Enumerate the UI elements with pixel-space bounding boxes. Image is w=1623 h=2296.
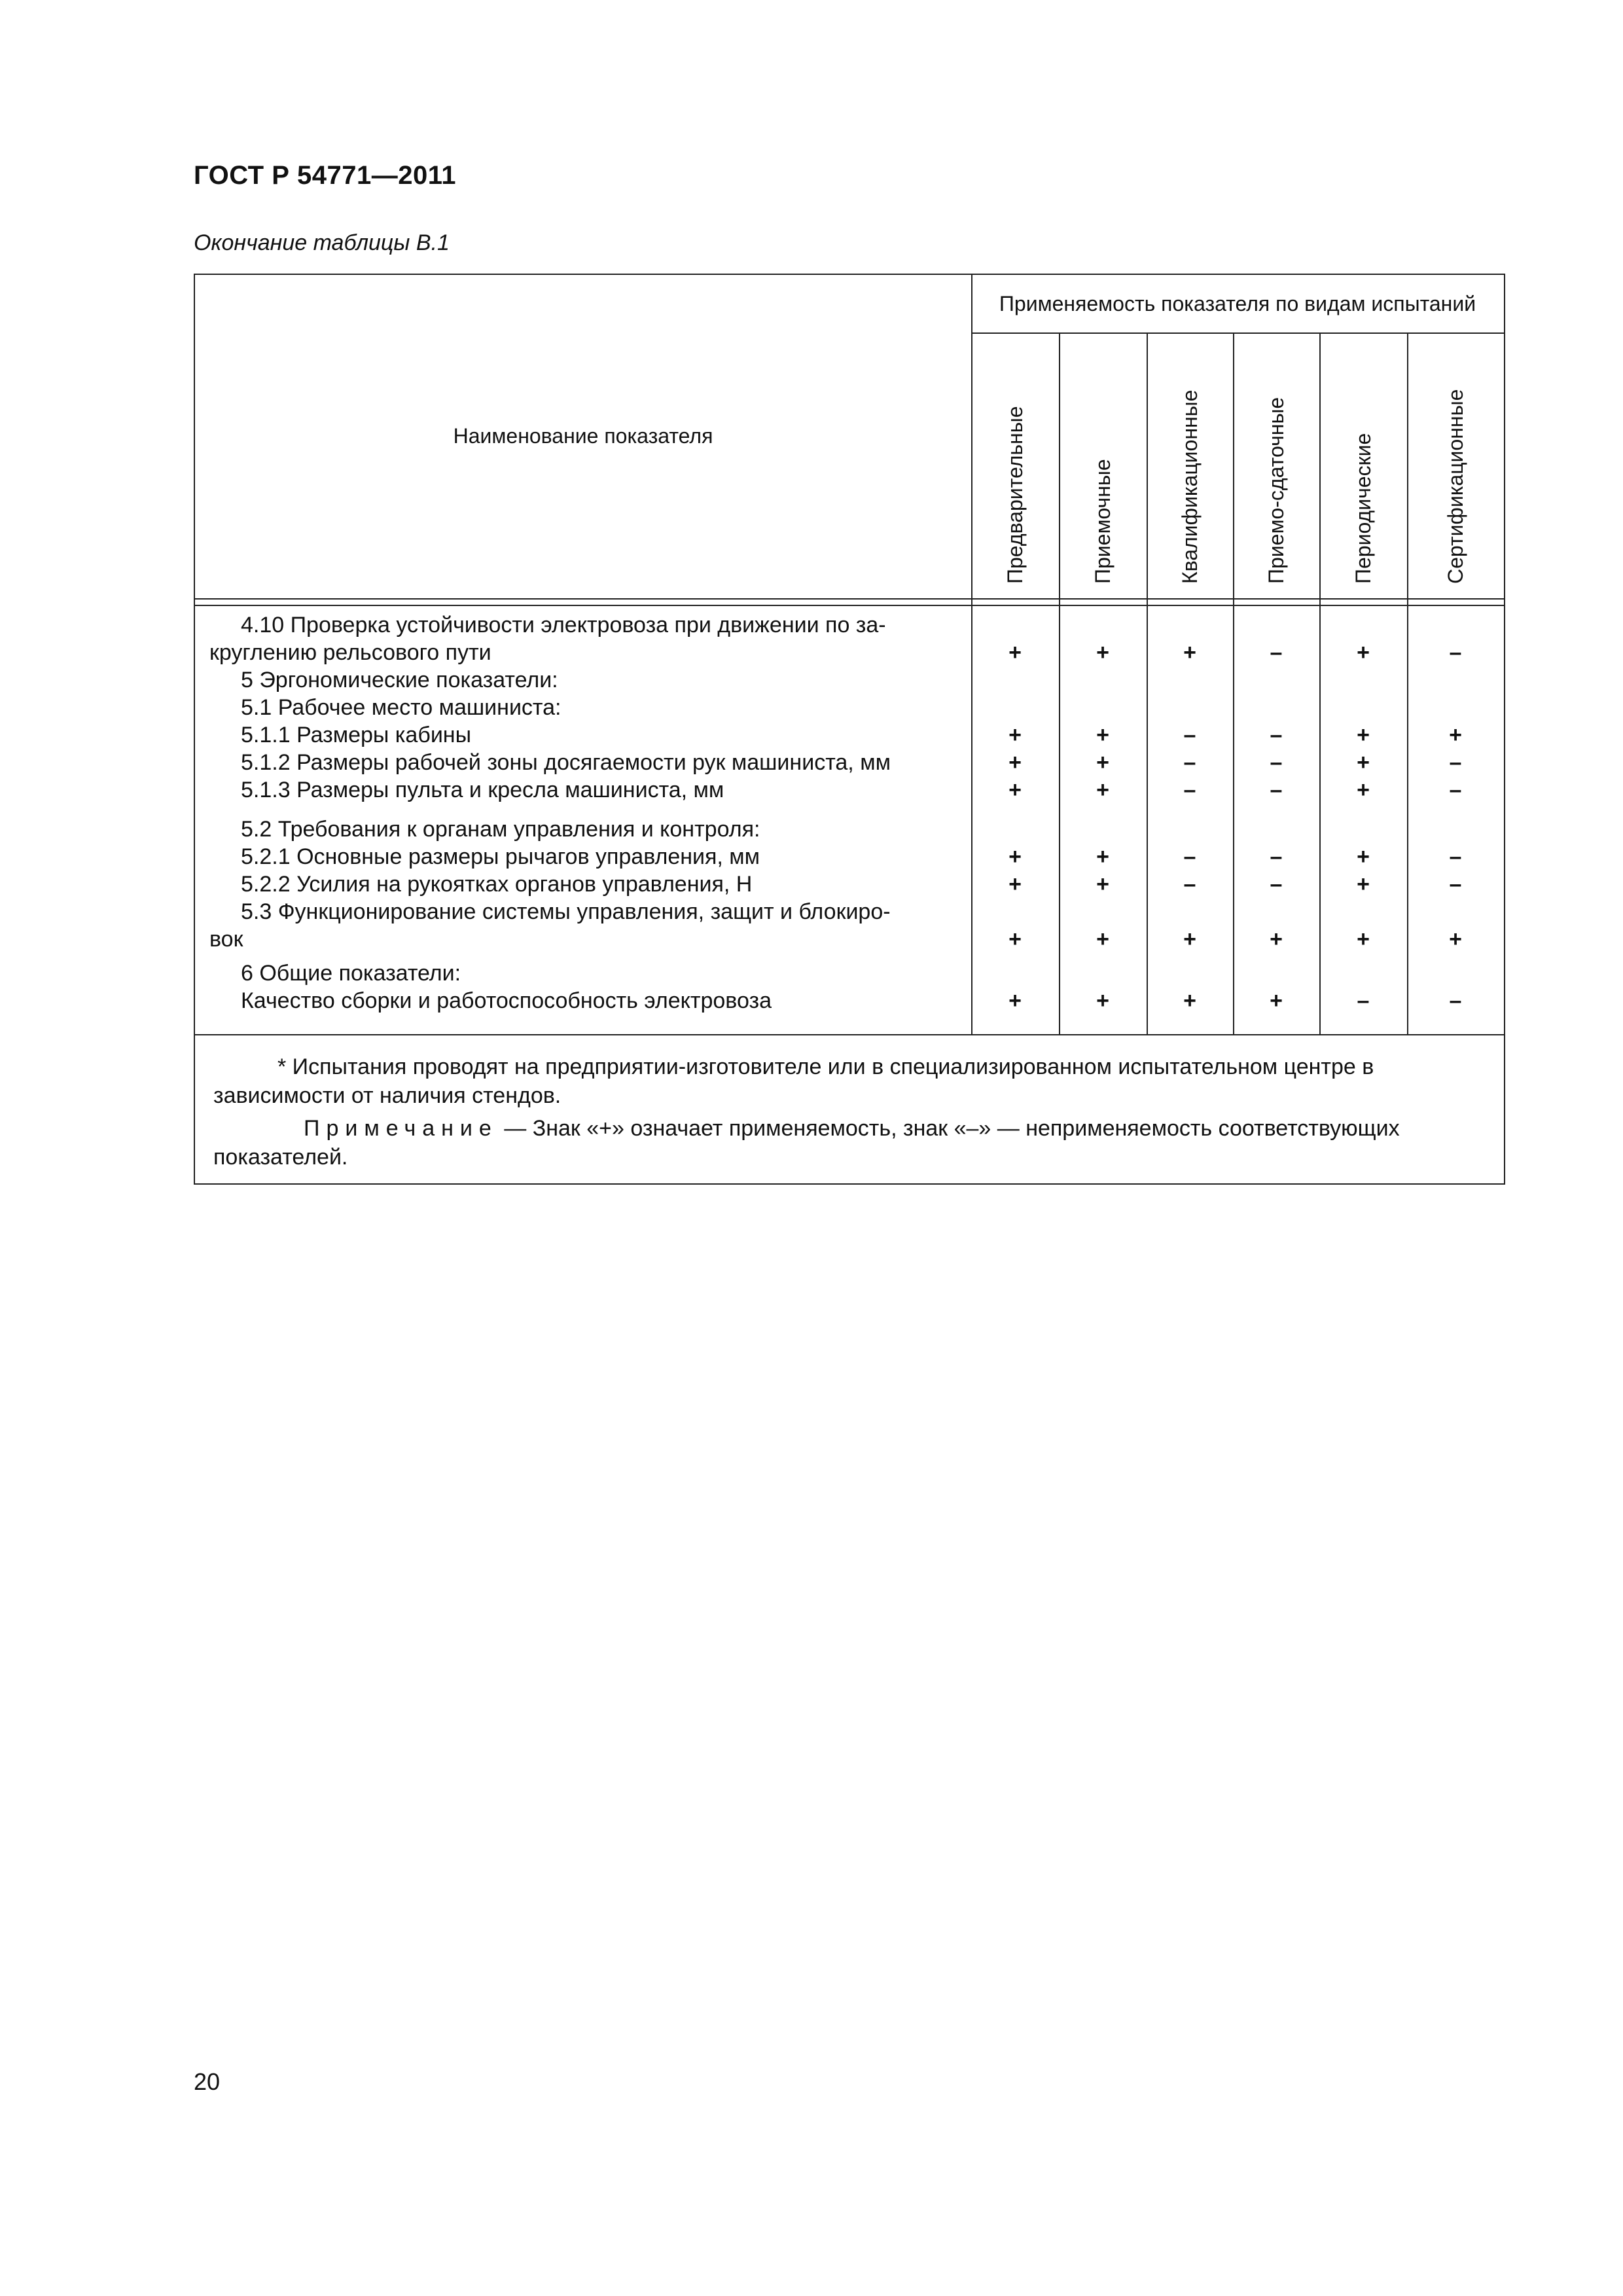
row-6-mark-5: + <box>1357 778 1370 802</box>
row-1-mark-6: – <box>1449 640 1462 665</box>
row-6-mark-6: – <box>1449 778 1462 802</box>
row-10-mark-5: + <box>1357 927 1370 952</box>
note-text-line-2: показателей. <box>213 1145 348 1170</box>
document-code: ГОСТ Р 54771—2011 <box>194 161 456 190</box>
indicator-column-header: Наименование показателя <box>453 424 713 448</box>
divider-header-bottom <box>195 598 1504 600</box>
row-10-mark-6: + <box>1449 927 1462 952</box>
row-11-line-1: 6 Общие показатели: <box>241 961 461 986</box>
row-4-mark-4: – <box>1270 723 1283 747</box>
row-12-line-1: Качество сборки и работоспособность электровоза <box>241 988 772 1013</box>
row-6-mark-3: – <box>1183 778 1196 802</box>
row-9-line-1: 5.2.2 Усилия на рукоятках органов управления, Н <box>241 872 753 897</box>
divider-col-2 <box>1147 334 1148 1034</box>
row-10-mark-3: + <box>1183 927 1196 952</box>
row-6-line-1: 5.1.3 Размеры пульта и кресла машиниста, мм <box>241 778 724 802</box>
row-1-line-1: 4.10 Проверка устойчивости электровоза при движении по за- <box>241 613 886 637</box>
row-4-mark-2: + <box>1096 723 1109 747</box>
row-5-mark-3: – <box>1183 750 1196 775</box>
row-10-mark-2: + <box>1096 927 1109 952</box>
footnote <box>213 1052 1489 1110</box>
row-4-mark-5: + <box>1357 723 1370 747</box>
row-12-mark-6: – <box>1449 988 1462 1013</box>
row-1-mark-4: – <box>1270 640 1283 665</box>
page-number: 20 <box>194 2068 221 2095</box>
row-1-mark-3: + <box>1183 640 1196 665</box>
row-9-mark-4: – <box>1270 872 1283 897</box>
row-3-line-1: 5.1 Рабочее место машиниста: <box>241 695 562 720</box>
column-header-5: Периодические <box>1351 433 1375 584</box>
row-8-mark-1: + <box>1008 844 1022 869</box>
row-6-mark-2: + <box>1096 778 1109 802</box>
table-note <box>213 1114 1489 1172</box>
divider-name-column <box>971 275 972 1034</box>
row-12-mark-3: + <box>1183 988 1196 1013</box>
row-12-mark-4: + <box>1270 988 1283 1013</box>
row-12-mark-5: – <box>1357 988 1370 1013</box>
note-text-line-1: — Знак «+» означает применяемость, знак «–» — неприменяемость соответствующих <box>497 1116 1400 1141</box>
row-8-mark-3: – <box>1183 844 1196 869</box>
row-9-mark-3: – <box>1183 872 1196 897</box>
row-5-mark-5: + <box>1357 750 1370 775</box>
row-4-line-1: 5.1.1 Размеры кабины <box>241 723 472 747</box>
divider-header-bottom-double <box>195 605 1504 606</box>
row-8-mark-5: + <box>1357 844 1370 869</box>
row-8-mark-6: – <box>1449 844 1462 869</box>
row-8-mark-4: – <box>1270 844 1283 869</box>
row-12-mark-1: + <box>1008 988 1022 1013</box>
footnote-line-1: * Испытания проводят на предприятии-изготовителе или в специализированном испытательном центре в <box>277 1054 1374 1079</box>
row-1-mark-1: + <box>1008 640 1022 665</box>
row-5-mark-4: – <box>1270 750 1283 775</box>
row-6-mark-4: – <box>1270 778 1283 802</box>
row-5-mark-6: – <box>1449 750 1462 775</box>
row-5-mark-1: + <box>1008 750 1022 775</box>
row-8-mark-2: + <box>1096 844 1109 869</box>
row-8-line-1: 5.2.1 Основные размеры рычагов управления, мм <box>241 844 760 869</box>
row-10-line-1: 5.3 Функционирование системы управления, защит и блокиро- <box>241 899 891 924</box>
row-10-line-2: вок <box>209 927 243 952</box>
divider-col-5 <box>1407 334 1408 1034</box>
row-4-mark-1: + <box>1008 723 1022 747</box>
row-5-line-1: 5.1.2 Размеры рабочей зоны досягаемости рук машиниста, мм <box>241 750 891 775</box>
footnote-line-2: зависимости от наличия стендов. <box>213 1083 562 1108</box>
note-label: Примечание <box>304 1116 498 1141</box>
row-1-mark-2: + <box>1096 640 1109 665</box>
divider-col-1 <box>1059 334 1060 1034</box>
row-4-mark-3: – <box>1183 723 1196 747</box>
divider-col-4 <box>1319 334 1321 1034</box>
row-1-mark-5: + <box>1357 640 1370 665</box>
column-header-3: Квалификационные <box>1178 389 1202 584</box>
column-header-6: Сертификационные <box>1444 389 1467 584</box>
divider-notes <box>195 1034 1504 1035</box>
column-header-2: Приемочные <box>1091 459 1115 584</box>
row-10-mark-1: + <box>1008 927 1022 952</box>
row-4-mark-6: + <box>1449 723 1462 747</box>
row-9-mark-6: – <box>1449 872 1462 897</box>
row-7-line-1: 5.2 Требования к органам управления и контроля: <box>241 817 760 842</box>
column-header-4: Приемо-сдаточные <box>1264 397 1288 584</box>
row-1-line-2: круглению рельсового пути <box>209 640 491 665</box>
row-9-mark-1: + <box>1008 872 1022 897</box>
row-6-mark-1: + <box>1008 778 1022 802</box>
divider-col-3 <box>1233 334 1234 1034</box>
row-10-mark-4: + <box>1270 927 1283 952</box>
divider-group-header <box>971 332 1504 334</box>
applicability-group-header: Применяемость показателя по видам испытаний <box>999 292 1476 315</box>
row-9-mark-5: + <box>1357 872 1370 897</box>
row-12-mark-2: + <box>1096 988 1109 1013</box>
table-caption: Окончание таблицы В.1 <box>194 230 450 255</box>
row-9-mark-2: + <box>1096 872 1109 897</box>
row-2-line-1: 5 Эргономические показатели: <box>241 668 558 692</box>
applicability-table <box>194 274 1505 1185</box>
column-header-1: Предварительные <box>1003 406 1027 584</box>
row-5-mark-2: + <box>1096 750 1109 775</box>
